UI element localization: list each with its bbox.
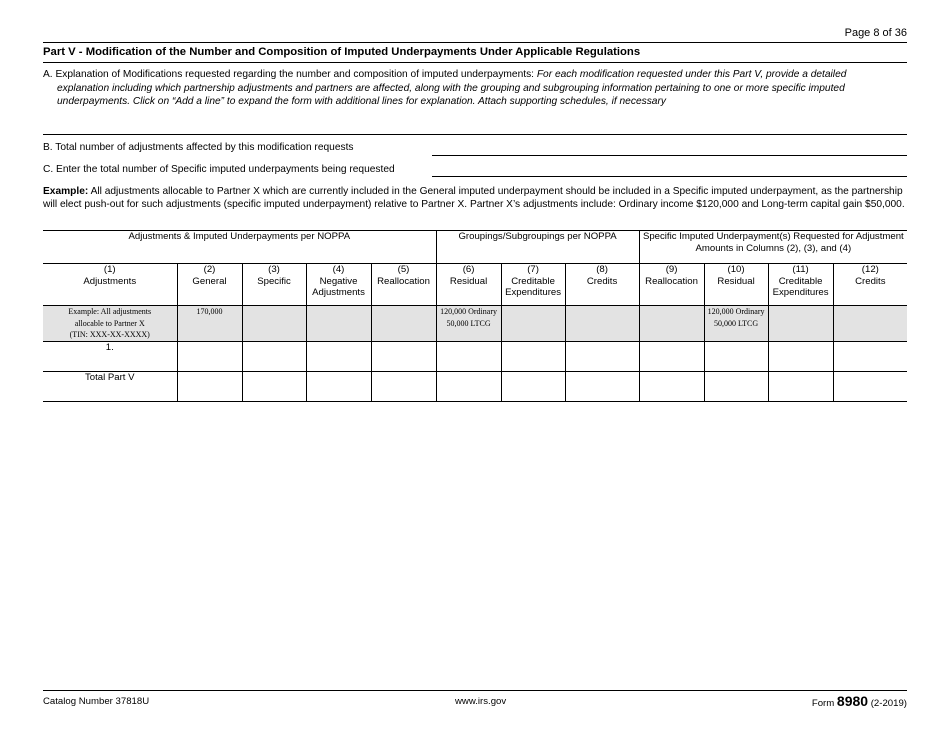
- total-specific-creditable-input[interactable]: [768, 371, 833, 401]
- col-header-4: (4) Negative Adjustments: [306, 264, 371, 306]
- example-row-label: Example: All adjustments allocable to Partner X (TIN: XXX-XX-XXXX): [43, 306, 177, 342]
- form-prefix: Form: [811, 698, 837, 709]
- section-b-input[interactable]: [432, 155, 907, 156]
- total-credits-input[interactable]: [565, 371, 639, 401]
- example-row: [43, 306, 907, 342]
- title-bottom-rule: [43, 62, 907, 63]
- row-1-specific-residual-input[interactable]: [704, 341, 768, 371]
- col-header-11: (11) Creditable Expenditures: [768, 264, 833, 306]
- website-link[interactable]: www.irs.gov: [455, 696, 507, 707]
- example-row-specific: [242, 306, 306, 342]
- row-1-specific-reallocation-input[interactable]: [639, 341, 704, 371]
- example-row-residual: 120,000 Ordinary 50,000 LTCG: [436, 306, 501, 342]
- form-number: 8980: [836, 693, 869, 709]
- row-1-adjustments-input[interactable]: 1.: [43, 341, 177, 371]
- row-1-general-input[interactable]: [177, 341, 242, 371]
- section-a-explanation: [43, 68, 905, 109]
- row-1-specific-creditable-input[interactable]: [768, 341, 833, 371]
- section-a-instruction-3: underpayments. Click on “Add a line” to expand the form with additional lines for explanation. Attach supporting schedules, if necessary: [57, 96, 666, 107]
- group-header-noppa: Adjustments & Imputed Underpayments per NOPPA: [43, 231, 436, 264]
- form-revision: (2-2019): [868, 698, 907, 709]
- example-paragraph: [43, 185, 905, 212]
- row-1-residual-input[interactable]: [436, 341, 501, 371]
- footer-rule: [43, 690, 907, 691]
- example-row-negative: [306, 306, 371, 342]
- col-header-1: (1) Adjustments: [43, 264, 177, 306]
- row-1-specific-credits-input[interactable]: [833, 341, 907, 371]
- row-1-credits-input[interactable]: [565, 341, 639, 371]
- total-specific-reallocation-input[interactable]: [639, 371, 704, 401]
- col-header-5: (5) Reallocation: [371, 264, 436, 306]
- total-specific-residual-input[interactable]: [704, 371, 768, 401]
- col-header-9: (9) Reallocation: [639, 264, 704, 306]
- group-header-row: [43, 231, 907, 264]
- col-header-2: (2) General: [177, 264, 242, 306]
- row-1-negative-input[interactable]: [306, 341, 371, 371]
- group-header-specific: Specific Imputed Underpayment(s) Requested for Adjustment Amounts in Columns (2), (3), and (4): [639, 231, 907, 264]
- section-c-label: C. Enter the total number of Specific imputed underpayments being requested: [43, 164, 395, 175]
- col-header-10: (10) Residual: [704, 264, 768, 306]
- total-reallocation-input[interactable]: [371, 371, 436, 401]
- title-top-rule: [43, 42, 907, 43]
- total-specific-credits-input[interactable]: [833, 371, 907, 401]
- row-1-creditable-input[interactable]: [501, 341, 565, 371]
- modification-table: [43, 230, 907, 402]
- form-id: [812, 693, 907, 709]
- total-row: [43, 371, 907, 401]
- col-header-8: (8) Credits: [565, 264, 639, 306]
- section-c-input[interactable]: [432, 176, 907, 177]
- col-header-6: (6) Residual: [436, 264, 501, 306]
- col-header-3: (3) Specific: [242, 264, 306, 306]
- col-header-12: (12) Credits: [833, 264, 907, 306]
- example-row-general: 170,000: [177, 306, 242, 342]
- section-a-lead: A. Explanation of Modifications requested regarding the number and composition of imputed underpayments:: [43, 69, 537, 80]
- example-row-reallocation: [371, 306, 436, 342]
- section-a-answer-line[interactable]: [43, 134, 907, 135]
- col-header-7: (7) Creditable Expenditures: [501, 264, 565, 306]
- example-row-specific-reallocation: [639, 306, 704, 342]
- example-row-specific-credits: [833, 306, 907, 342]
- column-header-row: [43, 264, 907, 306]
- total-creditable-input[interactable]: [501, 371, 565, 401]
- part-title: Part V - Modification of the Number and Composition of Imputed Underpayments Under Applicable Regulations: [43, 46, 641, 58]
- total-residual-input[interactable]: [436, 371, 501, 401]
- example-row-specific-residual: 120,000 Ordinary 50,000 LTCG: [704, 306, 768, 342]
- group-header-groupings: Groupings/Subgroupings per NOPPA: [436, 231, 639, 264]
- section-a-instruction-2: explanation including which partnership adjustments and partners are affected, along with the grouping and subgrouping information pertaining to one or more specific imputed: [57, 82, 845, 94]
- example-text: All adjustments allocable to Partner X which are currently included in the General imputed underpayment should be included in a Specific imputed underpayment, as the partnership will elect push-out for such adjustments (specific imputed underpayment) relative to Partner X. Partner X’s adjustments include: Ordinary income $120,000 and Long-term capital gain $50,000.: [43, 186, 905, 211]
- example-row-creditable: [501, 306, 565, 342]
- total-row-label: Total Part V: [43, 371, 177, 401]
- catalog-number: Catalog Number 37818U: [43, 696, 150, 707]
- example-row-credits: [565, 306, 639, 342]
- section-b-label: B. Total number of adjustments affected by this modification requests: [43, 142, 354, 153]
- example-bold: Example:: [43, 186, 89, 197]
- row-1-specific-input[interactable]: [242, 341, 306, 371]
- total-specific-input[interactable]: [242, 371, 306, 401]
- total-general-input[interactable]: [177, 371, 242, 401]
- total-negative-input[interactable]: [306, 371, 371, 401]
- section-a-instruction-1: For each modification requested under this Part V, provide a detailed: [536, 69, 847, 80]
- page-number: Page 8 of 36: [844, 27, 907, 39]
- table-row: [43, 341, 907, 371]
- example-row-specific-creditable: [768, 306, 833, 342]
- row-1-reallocation-input[interactable]: [371, 341, 436, 371]
